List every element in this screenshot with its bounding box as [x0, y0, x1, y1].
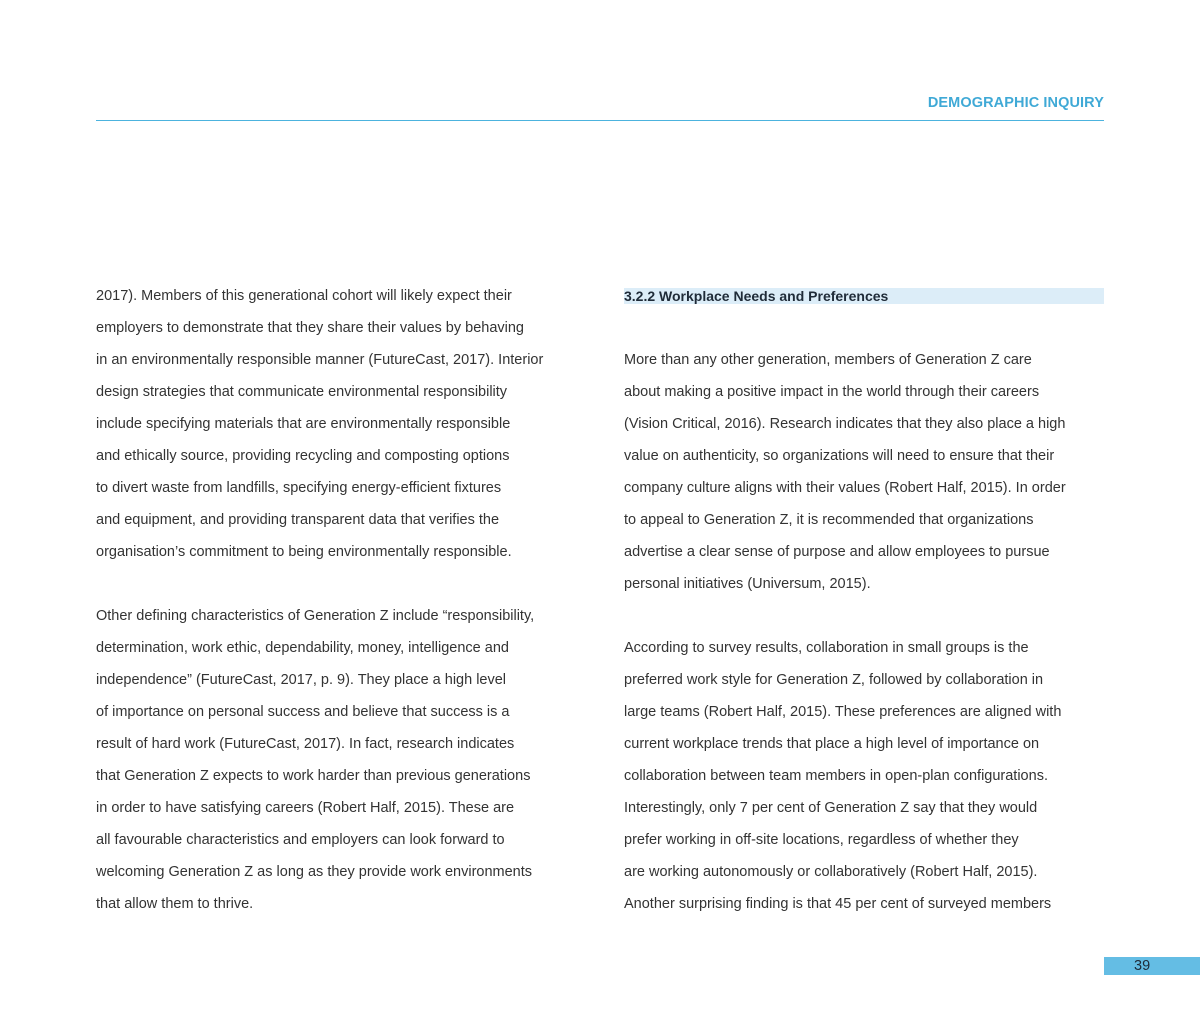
text-line: Another surprising finding is that 45 per cent of surveyed members	[624, 896, 1052, 912]
paragraph-gap	[624, 312, 1104, 344]
text-line: result of hard work (FutureCast, 2017). In fact, research indicates	[96, 736, 515, 752]
text-line: According to survey results, collaboration in small groups is the	[624, 640, 1029, 656]
text-line: Interestingly, only 7 per cent of Generation Z say that they would	[624, 800, 1038, 816]
right-column	[624, 280, 1104, 920]
page-number-badge	[1104, 957, 1200, 975]
text-line: are working autonomously or collaboratively (Robert Half, 2015).	[624, 864, 1038, 880]
text-line: that allow them to thrive.	[96, 896, 254, 912]
right-paragraph-1	[624, 344, 1104, 600]
left-column	[96, 280, 586, 920]
text-line: design strategies that communicate environmental responsibility	[96, 384, 508, 400]
right-paragraph-2	[624, 632, 1104, 920]
text-line: welcoming Generation Z as long as they provide work environments	[96, 864, 533, 880]
text-line: collaboration between team members in open-plan configurations.	[624, 768, 1048, 784]
text-line: 2017). Members of this generational cohort will likely expect their	[96, 288, 512, 304]
text-line: to divert waste from landfills, specifying energy-efficient fixtures	[96, 480, 502, 496]
text-line: to appeal to Generation Z, it is recommended that organizations	[624, 512, 1034, 528]
paragraph-gap	[96, 568, 586, 600]
left-paragraph-1	[96, 280, 586, 568]
text-line: determination, work ethic, dependability, money, intelligence and	[96, 640, 509, 656]
text-line: personal initiatives (Universum, 2015).	[624, 576, 871, 592]
text-line: independence” (FutureCast, 2017, p. 9). They place a high level	[96, 672, 507, 688]
text-line: and equipment, and providing transparent data that verifies the	[96, 512, 500, 528]
text-line: that Generation Z expects to work harder than previous generations	[96, 768, 531, 784]
page-number: 39	[1134, 958, 1151, 974]
running-header: DEMOGRAPHIC INQUIRY	[927, 95, 1104, 111]
text-line: in order to have satisfying careers (Robert Half, 2015). These are	[96, 800, 515, 816]
text-line: (Vision Critical, 2016). Research indicates that they also place a high	[624, 416, 1066, 432]
text-line: all favourable characteristics and employers can look forward to	[96, 832, 505, 848]
text-line: Other defining characteristics of Generation Z include “responsibility,	[96, 608, 535, 624]
text-line: include specifying materials that are environmentally responsible	[96, 416, 511, 432]
text-line: organisation’s commitment to being environmentally responsible.	[96, 544, 512, 560]
text-line: value on authenticity, so organizations will need to ensure that their	[624, 448, 1055, 464]
header-rule	[96, 120, 1104, 121]
text-line: in an environmentally responsible manner (FutureCast, 2017). Interior	[96, 352, 544, 368]
text-line: preferred work style for Generation Z, followed by collaboration in	[624, 672, 1044, 688]
text-line: employers to demonstrate that they share their values by behaving	[96, 320, 524, 336]
left-paragraph-2	[96, 600, 586, 920]
text-line: company culture aligns with their values (Robert Half, 2015). In order	[624, 480, 1066, 496]
text-line: current workplace trends that place a high level of importance on	[624, 736, 1040, 752]
paragraph-gap	[624, 600, 1104, 632]
section-heading: 3.2.2 Workplace Needs and Preferences	[624, 288, 1104, 304]
text-line: large teams (Robert Half, 2015). These preferences are aligned with	[624, 704, 1062, 720]
text-line: More than any other generation, members of Generation Z care	[624, 352, 1032, 368]
text-line: and ethically source, providing recycling and composting options	[96, 448, 510, 464]
text-line: prefer working in off-site locations, regardless of whether they	[624, 832, 1019, 848]
text-line: about making a positive impact in the world through their careers	[624, 384, 1040, 400]
text-line: of importance on personal success and believe that success is a	[96, 704, 510, 720]
text-line: advertise a clear sense of purpose and allow employees to pursue	[624, 544, 1050, 560]
